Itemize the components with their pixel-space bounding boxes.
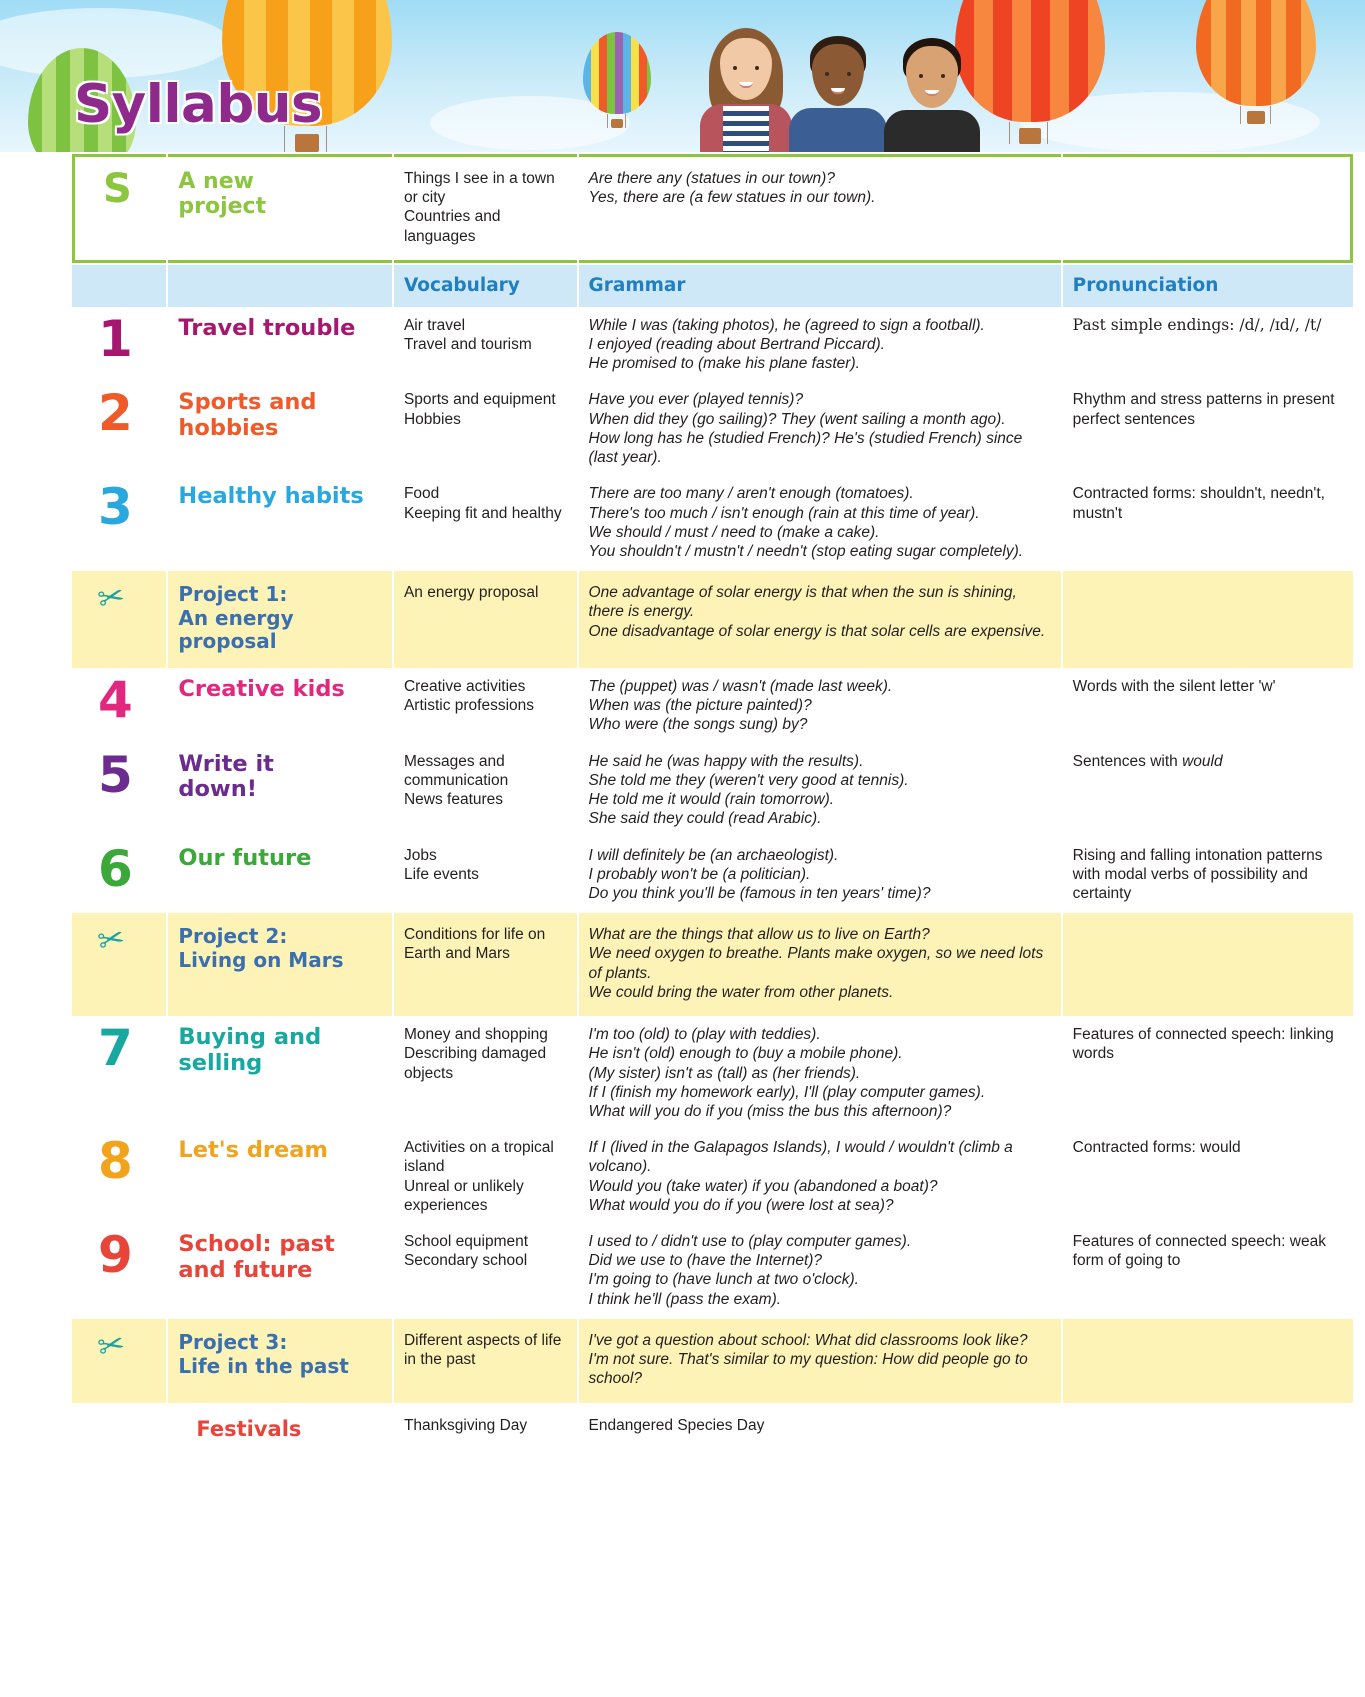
unit-title-cell (168, 309, 392, 382)
project-vocabulary-cell: Different aspects of life in the past (394, 1319, 577, 1403)
unit-title-cell (168, 670, 392, 743)
festivals-row (72, 1405, 1353, 1454)
scissors-icon: ✂ (94, 919, 129, 960)
student-girl (696, 22, 796, 152)
starter-grammar-cell: Are there any (statues in our town)? Yes, there are (a few statues in our town). (579, 154, 1061, 263)
starter-letter: S (103, 166, 132, 212)
unit-row (72, 477, 1353, 569)
project-icon-cell (72, 913, 166, 1016)
unit-vocabulary-cell: Jobs Life events (394, 839, 577, 912)
unit-row (72, 1225, 1353, 1317)
column-header-row (72, 265, 1353, 307)
unit-vocabulary-cell: Messages and communication News features (394, 745, 577, 837)
unit-vocabulary-cell: Food Keeping fit and healthy (394, 477, 577, 569)
starter-vocabulary-cell: Things I see in a town or city Countries and languages (394, 154, 577, 263)
unit-pronunciation-cell: Rising and falling intonation patterns with modal verbs of possibility and certainty (1063, 839, 1353, 912)
project-grammar-cell: What are the things that allow us to live on Earth? We need oxygen to breathe. Plants make oxygen, so we need lots of plants. We could bring the water from other planets. (579, 913, 1061, 1016)
unit-pronunciation-cell: Features of connected speech: weak form of going to (1063, 1225, 1353, 1317)
project-title-cell (168, 1319, 392, 1403)
project-vocabulary-cell: Conditions for life on Earth and Mars (394, 913, 577, 1016)
project-row (72, 571, 1353, 668)
unit-row (72, 745, 1353, 837)
unit-grammar-cell: Have you ever (played tennis)? When did they (go sailing)? They (went sailing a month ago). How long has he (studied French)? He's (studied French) since (last year). (579, 383, 1061, 475)
unit-number-cell (72, 1131, 166, 1223)
unit-title-cell (168, 1018, 392, 1129)
unit-title: Travel trouble (178, 314, 356, 341)
unit-number-cell (72, 477, 166, 569)
scissors-icon: ✂ (94, 577, 129, 618)
column-header-pronunciation: Pronunciation (1063, 265, 1353, 307)
unit-pronunciation-cell: Contracted forms: would (1063, 1131, 1353, 1223)
festivals-grammar-cell: Endangered Species Day (579, 1405, 1061, 1454)
project-grammar-cell: One advantage of solar energy is that when the sun is shining, there is energy. One disadvantage of solar energy is that solar cells are expensive. (579, 571, 1061, 668)
unit-number-cell (72, 670, 166, 743)
unit-pronunciation-cell: Words with the silent letter 'w' (1063, 670, 1353, 743)
unit-pronunciation-cell: Contracted forms: shouldn't, needn't, mustn't (1063, 477, 1353, 569)
unit-title-cell (168, 1131, 392, 1223)
unit-number: 8 (98, 1132, 133, 1191)
unit-title: Healthy habits (178, 483, 364, 510)
project-title-cell (168, 571, 392, 668)
unit-number: 5 (98, 745, 133, 804)
unit-title: Let's dream (178, 1137, 328, 1164)
hot-air-balloon-orange-right-icon (1196, 0, 1316, 106)
unit-grammar-cell: I will definitely be (an archaeologist). I probably won't be (a politician). Do you think you'll be (famous in ten years' time)? (579, 839, 1061, 912)
unit-number-cell (72, 309, 166, 382)
student-boy-centre (786, 26, 890, 152)
starter-title: A new project (178, 169, 267, 220)
unit-number: 4 (98, 671, 133, 729)
unit-vocabulary-cell: Sports and equipment Hobbies (394, 383, 577, 475)
unit-grammar-cell: There are too many / aren't enough (tomatoes). There's too much / isn't enough (rain at this time of year). We should / must / need to (make a cake). You shouldn't / mustn't / needn't (stop eating sugar completely). (579, 477, 1061, 569)
unit-number-cell (72, 745, 166, 837)
project-title: Project 3: Life in the past (178, 1329, 349, 1378)
unit-title-cell (168, 383, 392, 475)
column-header-unit (168, 265, 392, 307)
project-pronunciation-cell (1063, 1319, 1353, 1403)
unit-number-cell (72, 1225, 166, 1317)
project-row (72, 913, 1353, 1016)
unit-vocabulary-cell: Creative activities Artistic professions (394, 670, 577, 743)
festivals-vocabulary-cell: Thanksgiving Day (394, 1405, 577, 1454)
unit-row (72, 383, 1353, 475)
unit-grammar-cell: If I (lived in the Galapagos Islands), I would / wouldn't (climb a volcano). Would you (take water) if you (abandoned a boat)? What would you do if you (were lost at sea)? (579, 1131, 1061, 1223)
unit-row (72, 1131, 1353, 1223)
unit-title: Sports and hobbies (178, 389, 317, 442)
unit-title-cell (168, 839, 392, 912)
unit-title-cell (168, 745, 392, 837)
unit-number: 6 (98, 839, 133, 898)
unit-grammar-cell: The (puppet) was / wasn't (made last week). When was (the picture painted)? Who were (the songs sung) by? (579, 670, 1061, 743)
unit-row (72, 839, 1353, 912)
unit-grammar-cell: I'm too (old) to (play with teddies). He isn't (old) enough to (buy a mobile phone). (My sister) isn't as (tall) as (her friends). If I (finish my homework early), I'll (play computer games). What will you do if you (miss the bus this afternoon)? (579, 1018, 1061, 1129)
unit-pronunciation-cell: Sentences with would (1063, 745, 1353, 837)
project-icon-cell (72, 1319, 166, 1403)
unit-row (72, 309, 1353, 382)
student-boy-right (880, 26, 984, 152)
unit-vocabulary-cell: School equipment Secondary school (394, 1225, 577, 1317)
scissors-icon: ✂ (94, 1324, 129, 1366)
unit-number: 2 (98, 384, 133, 443)
unit-number-cell (72, 1018, 166, 1129)
page-banner (0, 0, 1365, 152)
unit-number: 3 (98, 478, 133, 537)
students-photo (690, 18, 990, 152)
project-vocabulary-cell: An energy proposal (394, 571, 577, 668)
unit-row (72, 670, 1353, 743)
hot-air-balloon-rainbow-icon (583, 32, 651, 114)
unit-number-cell (72, 383, 166, 475)
column-header-vocabulary: Vocabulary (394, 265, 577, 307)
unit-grammar-cell: He said he (was happy with the results). She told me they (weren't very good at tennis). He told me it would (rain tomorrow). She said they could (read Arabic). (579, 745, 1061, 837)
project-row (72, 1319, 1353, 1403)
unit-title: School: past and future (178, 1231, 335, 1283)
column-header-grammar: Grammar (579, 265, 1061, 307)
festivals-label: Festivals (196, 1416, 302, 1441)
unit-grammar-cell: While I was (taking photos), he (agreed to sign a football). I enjoyed (reading about Bertrand Piccard). He promised to (make his plane faster). (579, 309, 1061, 382)
starter-title-cell (168, 154, 392, 263)
unit-title-cell (168, 477, 392, 569)
festivals-label-cell (72, 1405, 166, 1454)
project-grammar-cell: I've got a question about school: What did classrooms look like? I'm not sure. That's similar to my question: How did people go to school? (579, 1319, 1061, 1403)
unit-vocabulary-cell: Activities on a tropical island Unreal or unlikely experiences (394, 1131, 577, 1223)
starter-number-cell (72, 154, 166, 263)
unit-title: Write it down! (178, 750, 274, 803)
column-header-number (72, 265, 166, 307)
unit-number: 1 (98, 309, 133, 368)
unit-title: Our future (178, 844, 312, 871)
unit-number: 9 (98, 1226, 133, 1285)
unit-pronunciation-cell: Past simple endings: /d/, /ɪd/, /t/ (1063, 309, 1353, 382)
starter-pronunciation-cell (1063, 154, 1353, 263)
unit-grammar-cell: I used to / didn't use to (play computer games). Did we use to (have the Internet)? I'm going to (have lunch at two o'clock). I think he'll (pass the exam). (579, 1225, 1061, 1317)
unit-row (72, 1018, 1353, 1129)
unit-number: 7 (98, 1019, 133, 1078)
unit-pronunciation-cell: Rhythm and stress patterns in present perfect sentences (1063, 383, 1353, 475)
project-pronunciation-cell (1063, 571, 1353, 668)
project-title-cell (168, 913, 392, 1016)
festivals-pronunciation-cell (1063, 1405, 1353, 1454)
festivals-label-spacer (168, 1405, 392, 1454)
unit-title: Buying and selling (178, 1024, 322, 1076)
syllabus-sheet (0, 152, 1365, 1456)
unit-number-cell (72, 839, 166, 912)
unit-title-cell (168, 1225, 392, 1317)
unit-vocabulary-cell: Money and shopping Describing damaged objects (394, 1018, 577, 1129)
unit-title: Creative kids (178, 676, 345, 702)
page-title: Syllabus (74, 74, 323, 135)
syllabus-table (70, 152, 1355, 1456)
unit-vocabulary-cell: Air travel Travel and tourism (394, 309, 577, 382)
project-title: Project 2: Living on Mars (178, 924, 344, 972)
starter-unit-row (72, 154, 1353, 263)
project-title: Project 1: An energy proposal (178, 582, 294, 654)
project-icon-cell (72, 571, 166, 668)
project-pronunciation-cell (1063, 913, 1353, 1016)
unit-pronunciation-cell: Features of connected speech: linking words (1063, 1018, 1353, 1129)
